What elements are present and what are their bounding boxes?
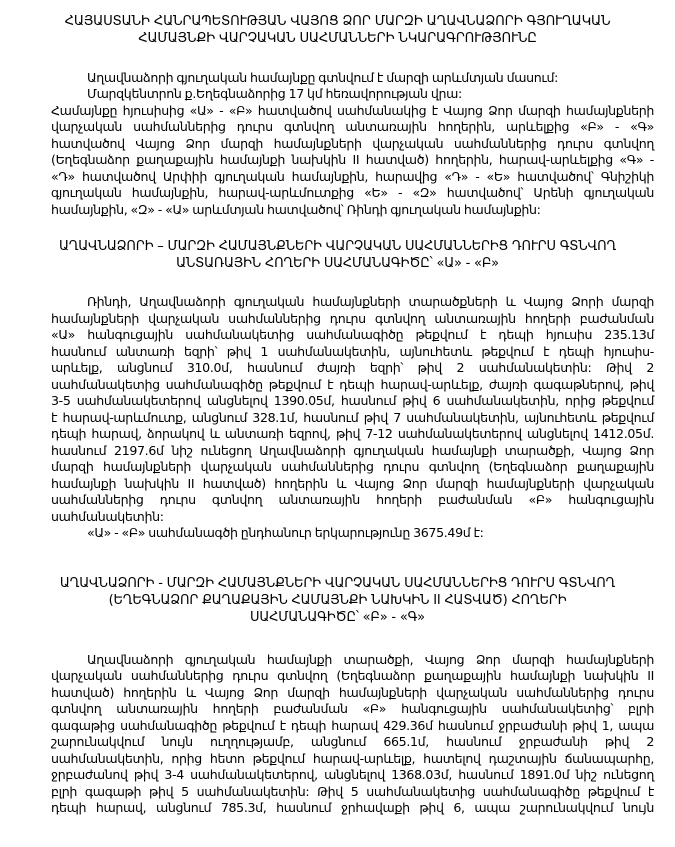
section1-line: «Ա» հանգուցային սահմանակետից սահմանագիծը թեքվում է դեպի հյուսիս 235.13մ (51, 327, 654, 342)
section1-line: սահմանակետից սահմանագիծը թեքվում է դեպի հարավ-արևելք, ժայռի գագաթներով, թիվ (51, 377, 654, 392)
section1-line: համայնքի նախկին II հատված) հողերին և Վայոց Ձոր մարզի համայնքների վարչական (51, 476, 654, 491)
section1-line: արևելք, անցնում 310.0մ, հասնում ժայռի եզրի՝ թիվ 2 սահմանակետին: Թիվ 2 (51, 360, 654, 375)
intro-line: Աղավնաձորի գյուղական համայնքը գտնվում է մարզի արևմտյան մասում: (87, 70, 559, 85)
section1-heading-line-1: ԱՂԱՎՆԱՁՈՐԻ – ՄԱՐԶԻ ՀԱՄԱՅՆՔՆԵՐԻ ՎԱՐՉԱԿԱՆ ՍԱՀՄԱՆՆԵՐԻՑ ԴՈՒՐՍ ԳՏՆՎՈՂ (58, 239, 617, 254)
intro-line: Մարզկենտրոն ք.Եղեգնաձորից 17 կմ հեռավորության վրա: (87, 86, 462, 101)
section1-line: համայնքների վարչական սահմաններից դուրս գտնվող անտառային հողերի բաժանման (51, 311, 654, 326)
document-title-line-2: ՀԱՄԱՅՆՔԻ ՎԱՐՉԱԿԱՆ ՍԱՀՄԱՆՆԵՐԻ ՆԿԱՐԱԳՐՈՒԹՅՈՒՆԸ (138, 31, 537, 46)
section2-line: Աղավնաձորի գյուղական համայնքի տարածքի, Վայոց Ձոր մարզի համայնքների (87, 652, 654, 667)
section2-line: բլրի գագաթի թիվ 5 սահմանակետին: Թիվ 5 սահմանակետից սահմանագիծը թեքվում է (51, 784, 654, 799)
section2-line: սահմանակետին, որից հետո թեքվում հարավ-արևելք, հատելով դաշտային ճանապարհը, (51, 751, 654, 766)
intro-line: «Դ» հատվածով Արփիի գյուղական համայնքին, հարավից «Դ» - «Ե» հատվածով՝ Գնիշիկի (51, 169, 654, 184)
section2-line: դեպի հարավ, անցնում 785.3մ, հասնում ջրհավաքի թիվ 6, ապա շարունակվում նույն (51, 800, 654, 815)
section1-line: հասնում 2197.6մ նիշ ունեցող Աղավնաձորի գյուղական համայնքի տարածքի, Վայոց Ձոր (51, 443, 654, 458)
section1-total-length: «Ա» - «Բ» սահմանագծի ընդհանուր երկարությունը 3675.49մ է: (87, 525, 484, 540)
section2-line: գտնվող անտառային հողերի բաժանման «Բ» հանգուցային սահմանակետից՝ բլրի (51, 701, 654, 716)
section1-line: մարզի համայնքների վարչական սահմաններից դուրս գտնվող (Եղեգնաձոր քաղաքային (51, 459, 654, 474)
section1-line: հասնում անտառի եզրի՝ թիվ 1 սահմանակետին, այնուհետև թեքվում է դեպի հյուսիս- (51, 344, 654, 359)
section1-line: Ռինդի, Աղավնաձորի գյուղական համայնքների տարածքների և Վայոց Ձորի մարզի (87, 294, 654, 309)
section2-heading-line-2: (ԵՂԵԳՆԱՁՈՐ ՔԱՂԱՔԱՅԻՆ ՀԱՄԱՅՆՔԻ ՆԱԽԿԻՆ II ՀԱՏՎԱԾ) ՀՈՂԵՐԻ (108, 593, 567, 608)
section2-line: ջրբաժանով թիվ 3-4 սահմանակետերով, անցնելով 1368.03մ, հասնում 1891.0մ նիշ ունեցող (51, 767, 654, 782)
section2-line: հատված) հողերին և Վայոց Ձոր մարզի համայնքների վարչական սահմաններից դուրս (51, 685, 654, 700)
intro-line: գյուղական համայնքին, հարավ-արևմուտքից «Ե» - «Զ» հատվածով՝ Արենի գյուղական (51, 185, 654, 200)
section1-heading-line-2: ԱՆՏԱՌԱՅԻՆ ՀՈՂԵՐԻ ՍԱՀՄԱՆԱԳԻԾԸ՝ «Ա» - «Բ» (176, 256, 499, 271)
intro-line: Համայնքը հյուսիսից «Ա» - «Բ» հատվածով սահմանակից է Վայոց Ձոր մարզի համայնքների (51, 103, 654, 118)
section1-line: 3-5 սահմանակետերով անցնելով 1390.05մ, հասնում թիվ 6 սահմանակետին, որից թեքվում (51, 393, 654, 408)
section1-line: սահմանակետին: (51, 509, 164, 524)
intro-line: հատվածով Վայոց Ձոր մարզի համայնքների վարչական սահմաններից դուրս գտնվող (51, 136, 654, 151)
section2-heading-line-1: ԱՂԱՎՆԱՁՈՐԻ - ՄԱՐԶԻ ՀԱՄԱՅՆՔՆԵՐԻ ՎԱՐՉԱԿԱՆ ՍԱՀՄԱՆՆԵՐԻՑ ԴՈՒՐՍ ԳՏՆՎՈՂ (59, 576, 616, 591)
document-title-line-1: ՀԱՅԱՍՏԱՆԻ ՀԱՆՐԱՊԵՏՈՒԹՅԱՆ ՎԱՅՈՑ ՁՈՐ ՄԱՐԶԻ ԱՂԱՎՆԱՁՈՐԻ ԳՅՈՒՂԱԿԱՆ (64, 14, 611, 29)
section1-line: է հարավ-արևմուտք, անցնում 328.1մ, հասնում թիվ 7 սահմանակետին, այնուհետև թեքվում (51, 410, 654, 425)
intro-line: համայնքին, «Զ» - «Ա» արևմտյան հատվածով՝ Ռինդի գյուղական համայնքին: (51, 202, 541, 217)
section2-line: շարունակվում նույն ուղղությամբ, անցնում 665.1մ, հասնում ջրբաժանի թիվ 2 (51, 734, 654, 749)
intro-line: վարչական սահմաններից դուրս գտնվող անտառային հողերին, արևելքից «Բ» - «Գ» (51, 119, 654, 134)
section2-line: գագաթից սահմանագիծը թեքվում է դեպի հարավ 429.36մ հասնում ջրբաժանի թիվ 1, ապա (51, 718, 654, 733)
intro-line: (Եղեգնաձոր քաղաքային համայնքի նախկին II հատված) հողերին, հարավ-արևելքից «Գ» - (51, 152, 654, 167)
section1-line: սահմաններից դուրս գտնվող անտառային հողերի բաժանման «Բ» հանգուցային (51, 492, 654, 507)
section2-line: վարչական սահմաններից դուրս գտնվող (Եղեգնաձոր քաղաքային համայնքի նախկին II (51, 668, 654, 683)
section1-line: դեպի հարավ, ձորակով և անտառի եզրով, թիվ 7-12 սահմանակետերով անցնելով 1412.05մ. (51, 426, 654, 441)
section2-heading-line-3: ՍԱՀՄԱՆԱԳԻԾԸ՝ «Բ» - «Գ» (250, 610, 425, 625)
